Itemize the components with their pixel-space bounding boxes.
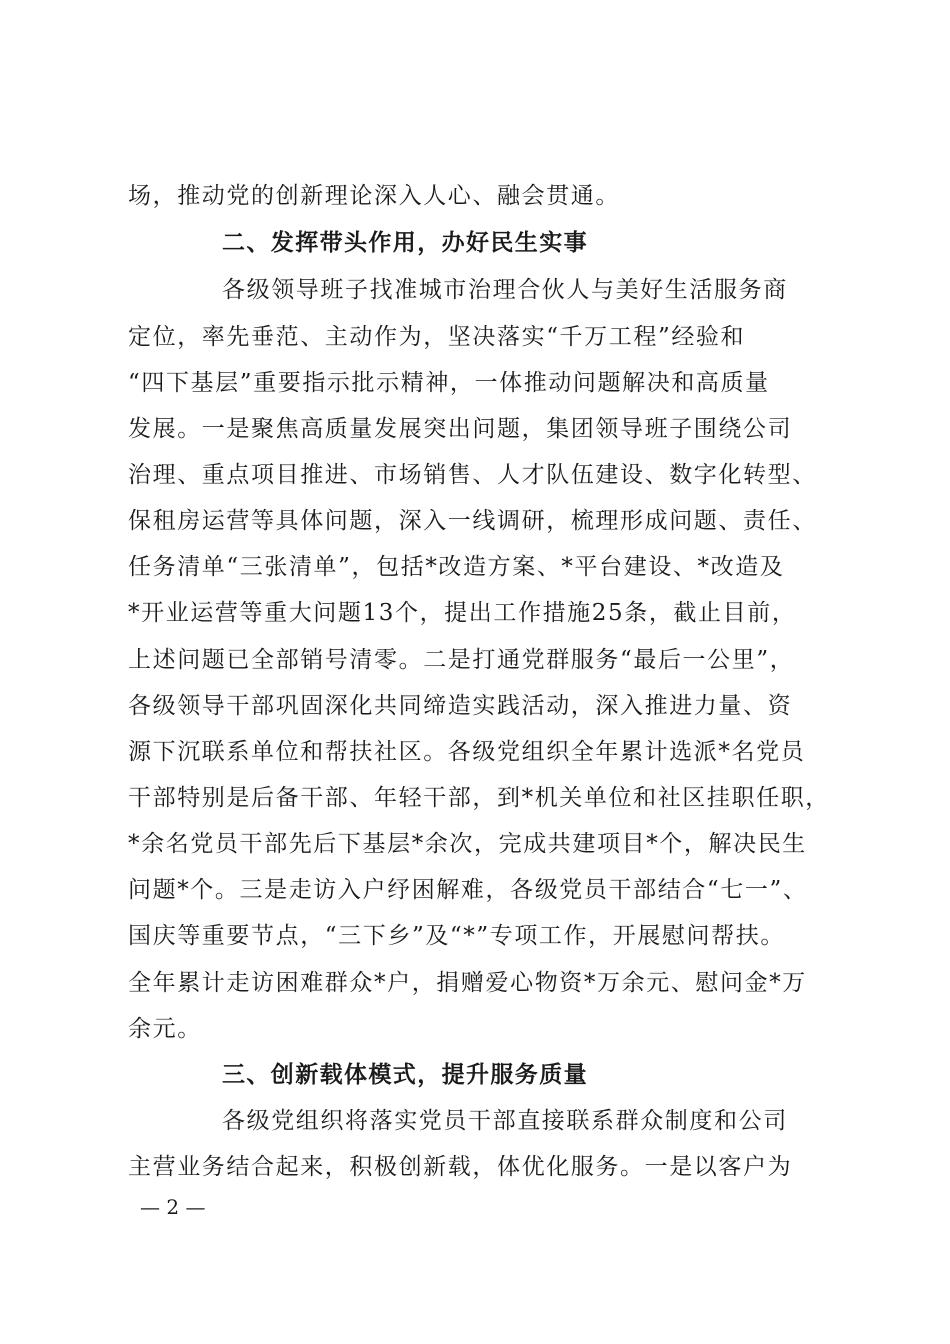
paragraph-line: 上述问题已全部销号清零。二是打通党群服务“最后一公里”， [128, 647, 795, 673]
page-number: — 2 — [140, 1195, 206, 1219]
paragraph-line: *余名党员干部先后下基层*余次，完成共建项目*个，解决民生 [128, 831, 807, 857]
paragraph-line: 场，推动党的创新理论深入人心、融会贯通。 [128, 183, 620, 209]
paragraph-line: 全年累计走访困难群众*户，捐赠爱心物资*万余元、慰问金*万 [128, 970, 807, 996]
paragraph-line: 各级党组织将落实党员干部直接联系群众制度和公司 [222, 1108, 788, 1134]
paragraph-line: 定位，率先垂范、主动作为，坚决落实“千万工程”经验和 [128, 324, 746, 350]
section-heading-2: 二、发挥带头作用，办好民生实事 [222, 230, 588, 256]
paragraph-line: 治理、重点项目推进、市场销售、人才队伍建设、数字化转型、 [128, 462, 817, 488]
paragraph-line: 保租房运营等具体问题，深入一线调研，梳理形成问题、责任、 [128, 508, 817, 534]
paragraph-line: 发展。一是聚焦高质量发展突出问题，集团领导班子围绕公司 [128, 416, 793, 442]
paragraph-line: 任务清单“三张清单”，包括*改造方案、*平台建设、*改造及 [128, 554, 785, 580]
paragraph-line: 问题*个。三是走访入户纾困解难，各级党员干部结合“七一”、 [128, 877, 808, 903]
paragraph-line: 各级领导班子找准城市治理合伙人与美好生活服务商 [222, 277, 788, 303]
paragraph-line: 干部特别是后备干部、年轻干部，到*机关单位和社区挂职任职， [128, 785, 830, 811]
paragraph-line: 国庆等重要节点，“三下乡”及“*”专项工作，开展慰问帮扶。 [128, 923, 785, 949]
paragraph-line: 主营业务结合起来，积极创新载，体优化服务。一是以客户为 [128, 1154, 793, 1180]
paragraph-line: “四下基层”重要指示批示精神，一体推动问题解决和高质量 [128, 370, 770, 396]
paragraph-line: 各级领导干部巩固深化共同缔造实践活动，深入推进力量、资 [128, 693, 793, 719]
section-heading-3: 三、创新载体模式，提升服务质量 [222, 1062, 588, 1088]
paragraph-line: *开业运营等重大问题13个，提出工作措施25条，截止目前， [128, 600, 797, 626]
paragraph-line: 源下沉联系单位和帮扶社区。各级党组织全年累计选派*名党员 [128, 739, 806, 765]
paragraph-line: 余元。 [128, 1016, 202, 1042]
